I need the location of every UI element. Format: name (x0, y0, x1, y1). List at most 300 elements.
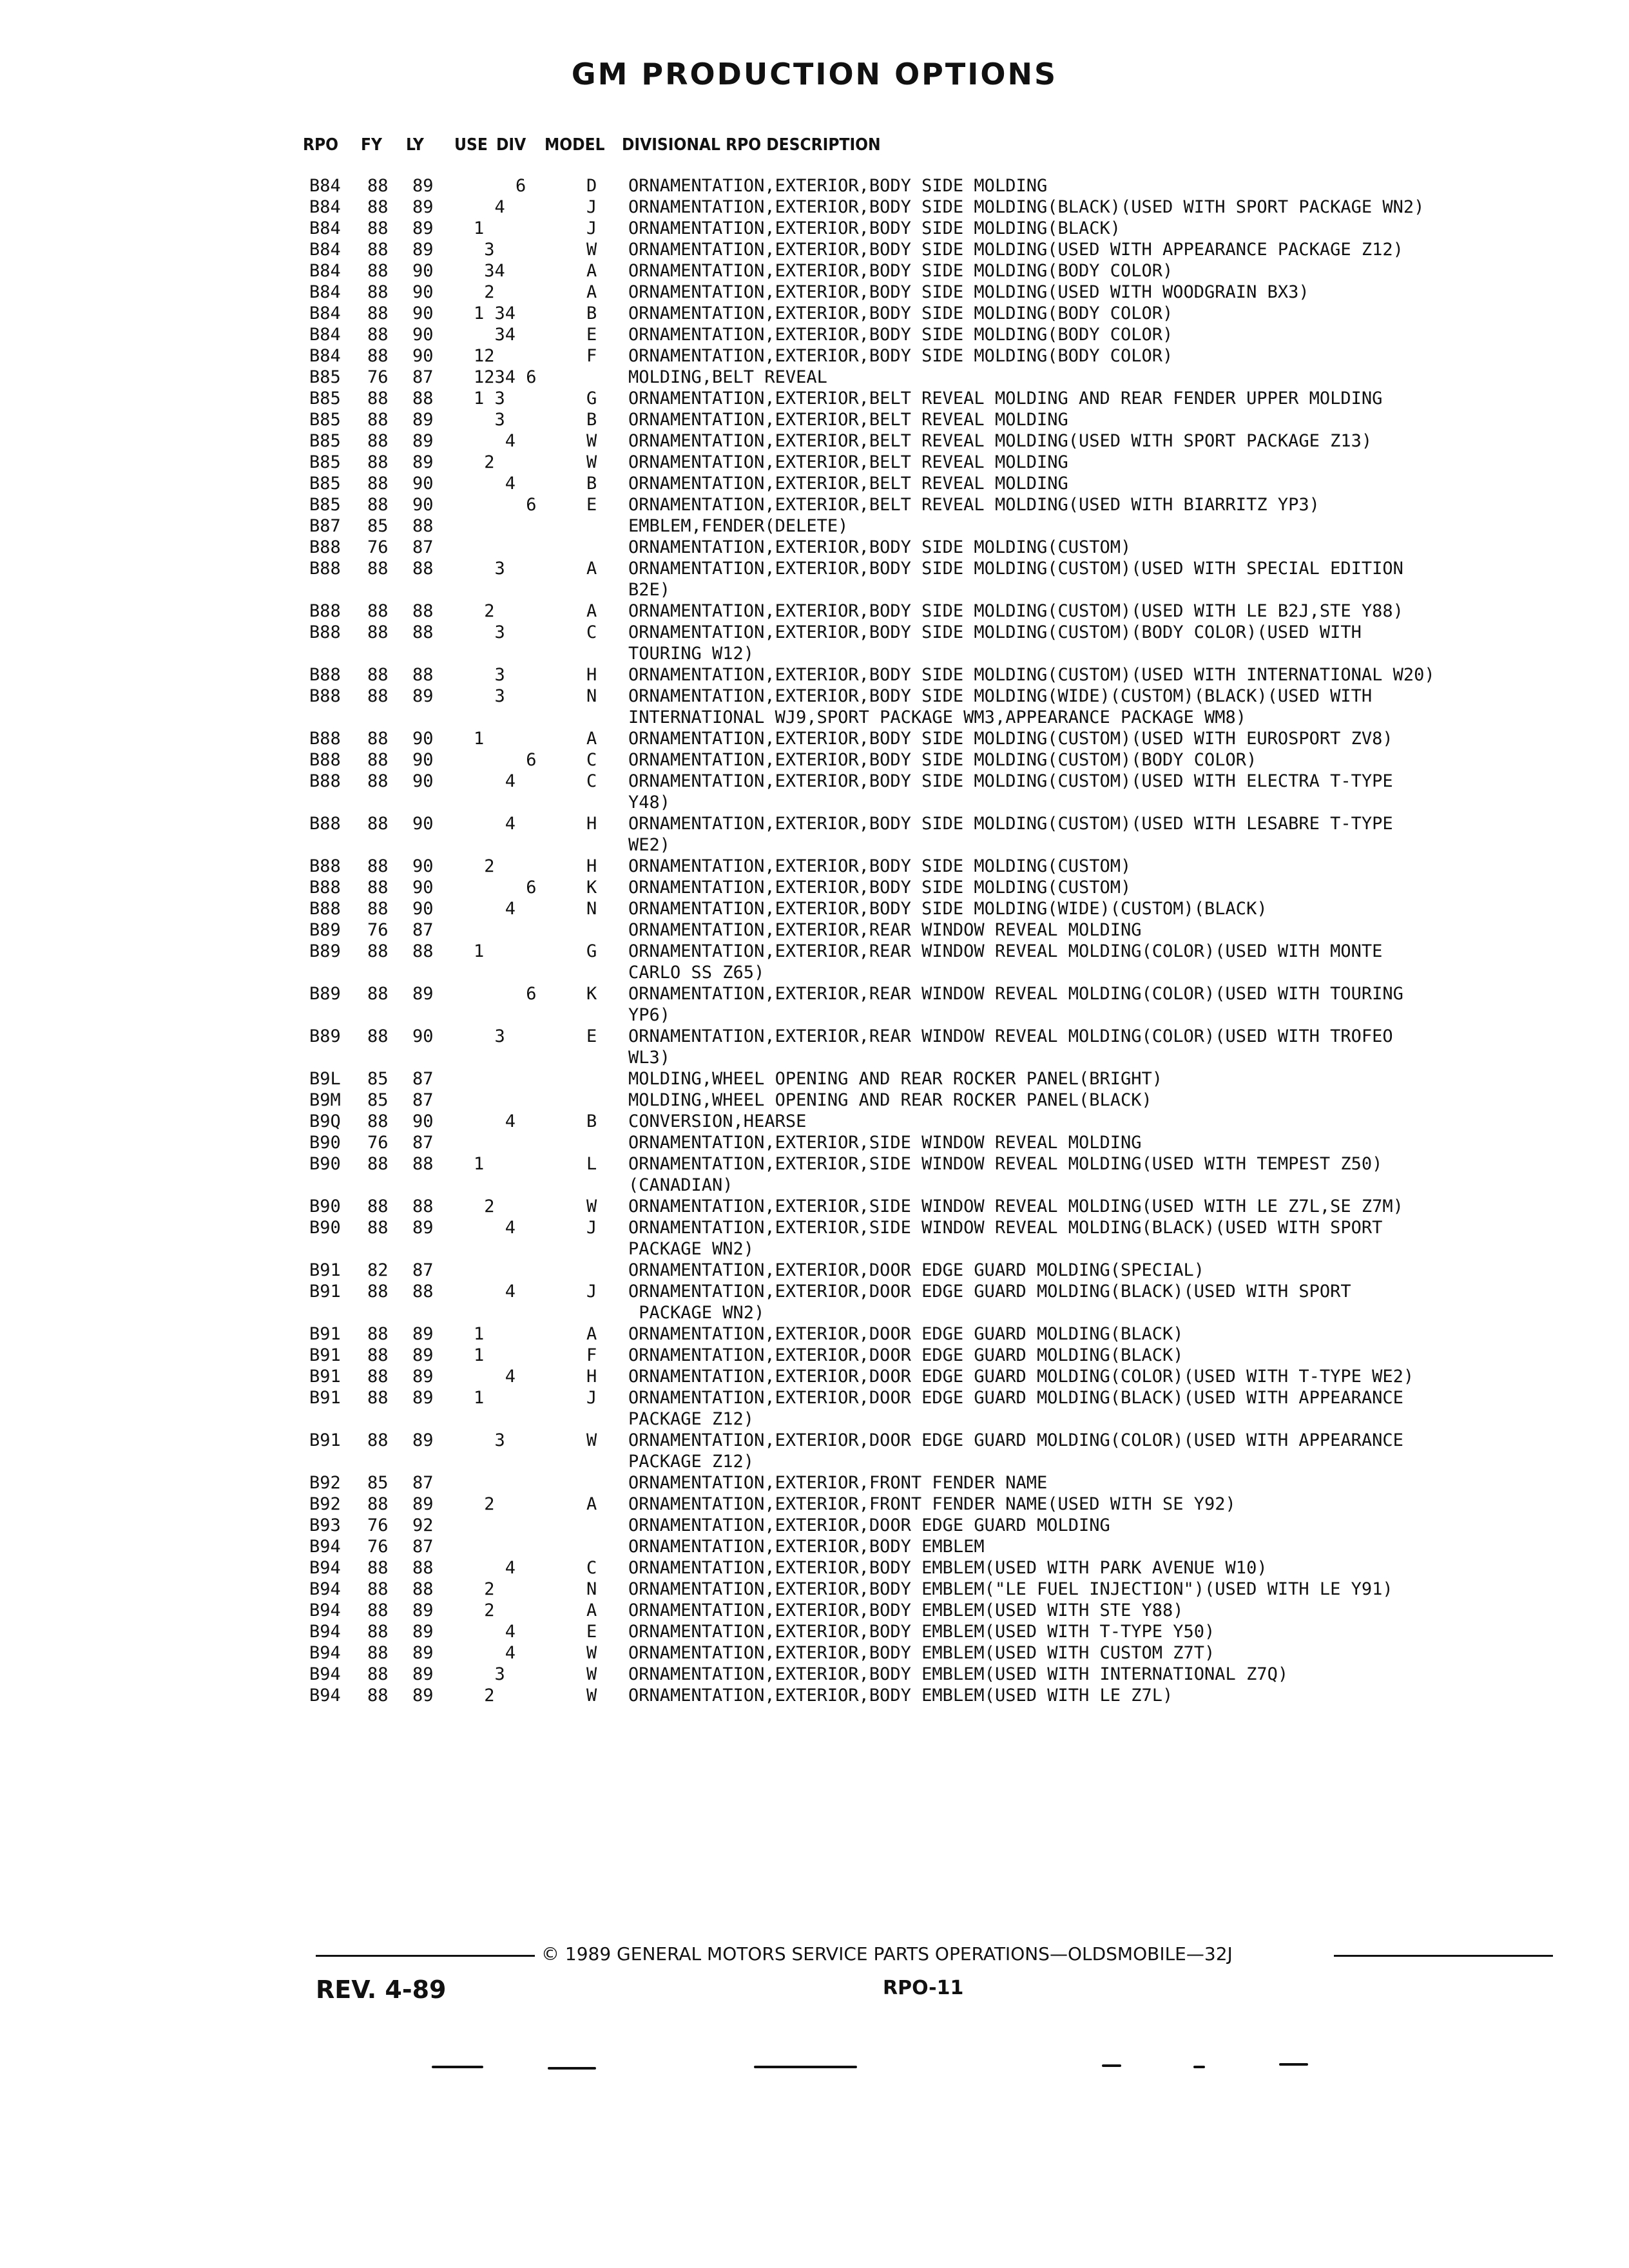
fy-cell: 88 (367, 1324, 389, 1344)
model-cell: W (586, 1664, 597, 1684)
description-cell: ORNAMENTATION,EXTERIOR,BODY SIDE MOLDING(CUSTOM)(BODY COLOR)(USED WITH (628, 622, 1362, 642)
model-cell: L (586, 1154, 597, 1174)
description-cell: ORNAMENTATION,EXTERIOR,BODY SIDE MOLDING(CUSTOM)(USED WITH LE B2J,STE Y88) (628, 601, 1403, 621)
description-cell: ORNAMENTATION,EXTERIOR,DOOR EDGE GUARD MOLDING(BLACK) (628, 1324, 1184, 1344)
ly-cell: 87 (412, 1090, 434, 1110)
table-row (309, 1642, 1572, 1664)
ly-cell: 90 (412, 346, 434, 366)
description-cell: ORNAMENTATION,EXTERIOR,DOOR EDGE GUARD MOLDING(COLOR)(USED WITH APPEARANCE (628, 1430, 1403, 1450)
header-description: DIVISIONAL RPO DESCRIPTION (622, 135, 881, 155)
rpo-cell: B85 (309, 452, 341, 472)
fy-cell: 88 (367, 1558, 389, 1578)
ly-cell: 89 (412, 1622, 434, 1642)
description-cell: ORNAMENTATION,EXTERIOR,BELT REVEAL MOLDING (628, 410, 1068, 430)
header-use: USE (454, 135, 488, 155)
model-cell: F (586, 1345, 597, 1365)
description-cell: ORNAMENTATION,EXTERIOR,BODY SIDE MOLDING(BODY COLOR) (628, 303, 1173, 323)
description-cell: MOLDING,WHEEL OPENING AND REAR ROCKER PANEL(BRIGHT) (628, 1069, 1163, 1089)
model-cell: N (586, 1579, 597, 1599)
ly-cell: 89 (412, 452, 434, 472)
rpo-cell: B88 (309, 878, 341, 898)
table-row (309, 749, 1572, 771)
table-row (309, 494, 1572, 515)
use-div-cell: 1 (474, 1324, 485, 1344)
description-cell: ORNAMENTATION,EXTERIOR,BODY EMBLEM(USED WITH STE Y88) (628, 1600, 1184, 1620)
rpo-cell: B85 (309, 495, 341, 515)
description-cell: ORNAMENTATION,EXTERIOR,BODY EMBLEM(USED WITH INTERNATIONAL Z7Q) (628, 1664, 1289, 1684)
rpo-cell: B94 (309, 1686, 341, 1706)
table-row (309, 303, 1572, 324)
ly-cell: 89 (412, 176, 434, 196)
ly-cell: 88 (412, 516, 434, 536)
model-cell: B (586, 410, 597, 430)
rpo-cell: B90 (309, 1218, 341, 1238)
use-div-cell: 1 (474, 729, 485, 749)
model-cell: C (586, 622, 597, 642)
rpo-cell: B84 (309, 261, 341, 281)
fy-cell: 82 (367, 1260, 389, 1280)
model-cell: J (586, 1218, 597, 1238)
fy-cell: 88 (367, 282, 389, 302)
description-cell: B2E) (628, 580, 671, 600)
header-fy: FY (361, 135, 382, 155)
use-div-cell: 3 (474, 665, 505, 685)
table-row (309, 1302, 1572, 1323)
table-row (309, 898, 1572, 919)
fy-cell: 88 (367, 346, 389, 366)
use-div-cell: 1 3 (474, 389, 505, 408)
description-cell: ORNAMENTATION,EXTERIOR,BELT REVEAL MOLDING (628, 474, 1068, 494)
model-cell: E (586, 1622, 597, 1642)
table-row (309, 1281, 1572, 1302)
fy-cell: 88 (367, 1579, 389, 1599)
rpo-cell: B91 (309, 1345, 341, 1365)
ly-cell: 87 (412, 1473, 434, 1493)
description-cell: ORNAMENTATION,EXTERIOR,BODY SIDE MOLDING(CUSTOM)(USED WITH SPECIAL EDITION (628, 559, 1403, 579)
model-cell: E (586, 1026, 597, 1046)
table-row (309, 877, 1572, 898)
footer-rule-left (316, 1955, 535, 1957)
fy-cell: 88 (367, 1494, 389, 1514)
description-cell: PACKAGE WN2) (628, 1303, 765, 1323)
table-row (309, 1196, 1572, 1217)
ly-cell: 88 (412, 1154, 434, 1174)
use-div-cell: 2 (474, 1494, 495, 1514)
description-cell: ORNAMENTATION,EXTERIOR,FRONT FENDER NAME(USED WITH SE Y92) (628, 1494, 1236, 1514)
description-cell: ORNAMENTATION,EXTERIOR,BODY EMBLEM(USED WITH CUSTOM Z7T) (628, 1643, 1215, 1663)
model-cell: A (586, 601, 597, 621)
rpo-cell: B84 (309, 346, 341, 366)
model-cell: W (586, 1643, 597, 1663)
fy-cell: 88 (367, 1111, 389, 1131)
ly-cell: 89 (412, 984, 434, 1004)
model-cell: W (586, 452, 597, 472)
model-cell: K (586, 984, 597, 1004)
use-div-cell: 4 (474, 1367, 516, 1387)
use-div-cell: 2 (474, 1579, 495, 1599)
table-row (309, 664, 1572, 686)
table-row (309, 622, 1572, 643)
description-cell: ORNAMENTATION,EXTERIOR,BODY SIDE MOLDING(CUSTOM)(USED WITH INTERNATIONAL W20) (628, 665, 1435, 685)
table-row (309, 1472, 1572, 1494)
fy-cell: 88 (367, 1388, 389, 1408)
ly-cell: 87 (412, 1537, 434, 1557)
description-cell: PACKAGE Z12) (628, 1409, 755, 1429)
ly-cell: 89 (412, 1218, 434, 1238)
table-row (309, 1685, 1572, 1706)
description-cell: ORNAMENTATION,EXTERIOR,BODY EMBLEM(USED WITH LE Z7L) (628, 1686, 1173, 1706)
rpo-cell: B88 (309, 537, 341, 557)
fy-cell: 88 (367, 1367, 389, 1387)
fy-cell: 88 (367, 984, 389, 1004)
model-cell: A (586, 1494, 597, 1514)
use-div-cell: 4 (474, 1643, 516, 1663)
table-row (309, 1664, 1572, 1685)
fy-cell: 76 (367, 1133, 389, 1153)
fy-cell: 76 (367, 537, 389, 557)
rpo-cell: B90 (309, 1133, 341, 1153)
description-cell: ORNAMENTATION,EXTERIOR,DOOR EDGE GUARD MOLDING (628, 1515, 1110, 1535)
rpo-cell: B89 (309, 1026, 341, 1046)
rpo-cell: B88 (309, 899, 341, 919)
rpo-cell: B93 (309, 1515, 341, 1535)
model-cell: W (586, 240, 597, 260)
fy-cell: 88 (367, 941, 389, 961)
fy-cell: 88 (367, 750, 389, 770)
description-cell: ORNAMENTATION,EXTERIOR,SIDE WINDOW REVEAL MOLDING(USED WITH TEMPEST Z50) (628, 1154, 1383, 1174)
model-cell: D (586, 176, 597, 196)
table-row (309, 962, 1572, 983)
description-cell: ORNAMENTATION,EXTERIOR,BODY SIDE MOLDING(BLACK) (628, 218, 1121, 238)
table-row (309, 409, 1572, 430)
use-div-cell: 3 (474, 240, 495, 260)
description-cell: WL3) (628, 1048, 671, 1068)
rpo-cell: B9Q (309, 1111, 341, 1131)
description-cell: Y48) (628, 793, 671, 812)
table-row (309, 707, 1572, 728)
description-cell: CONVERSION,HEARSE (628, 1111, 807, 1131)
fy-cell: 88 (367, 325, 389, 345)
scan-mark (432, 2066, 483, 2068)
description-cell: ORNAMENTATION,EXTERIOR,BODY SIDE MOLDING(WIDE)(CUSTOM)(BLACK)(USED WITH (628, 686, 1373, 706)
description-cell: PACKAGE Z12) (628, 1452, 755, 1472)
ly-cell: 90 (412, 325, 434, 345)
model-cell: E (586, 325, 597, 345)
rpo-cell: B91 (309, 1367, 341, 1387)
model-cell: C (586, 771, 597, 791)
fy-cell: 76 (367, 1537, 389, 1557)
description-cell: ORNAMENTATION,EXTERIOR,REAR WINDOW REVEAL MOLDING(COLOR)(USED WITH TOURING (628, 984, 1403, 1004)
rpo-cell: B91 (309, 1430, 341, 1450)
table-row (309, 1004, 1572, 1026)
rpo-cell: B94 (309, 1558, 341, 1578)
ly-cell: 87 (412, 1133, 434, 1153)
table-row (309, 1621, 1572, 1642)
model-cell: A (586, 1600, 597, 1620)
description-cell: ORNAMENTATION,EXTERIOR,DOOR EDGE GUARD MOLDING(BLACK)(USED WITH APPEARANCE (628, 1388, 1403, 1408)
fy-cell: 88 (367, 240, 389, 260)
model-cell: A (586, 282, 597, 302)
use-div-cell: 2 (474, 856, 495, 876)
description-cell: ORNAMENTATION,EXTERIOR,REAR WINDOW REVEAL MOLDING(COLOR)(USED WITH TROFEO (628, 1026, 1393, 1046)
description-cell: ORNAMENTATION,EXTERIOR,DOOR EDGE GUARD MOLDING(COLOR)(USED WITH T-TYPE WE2) (628, 1367, 1414, 1387)
scan-mark (754, 2066, 857, 2068)
rpo-cell: B89 (309, 920, 341, 940)
use-div-cell: 4 (474, 1111, 516, 1131)
rpo-cell: B85 (309, 367, 341, 387)
fy-cell: 88 (367, 1664, 389, 1684)
use-div-cell: 4 (474, 771, 516, 791)
rpo-cell: B91 (309, 1260, 341, 1280)
rpo-cell: B90 (309, 1196, 341, 1216)
header-div: DIV (496, 135, 526, 155)
table-row (309, 728, 1572, 749)
rpo-cell: B88 (309, 856, 341, 876)
table-row (309, 1451, 1572, 1472)
ly-cell: 88 (412, 601, 434, 621)
ly-cell: 89 (412, 240, 434, 260)
description-cell: ORNAMENTATION,EXTERIOR,BODY SIDE MOLDING(USED WITH APPEARANCE PACKAGE Z12) (628, 240, 1403, 260)
table-row (309, 537, 1572, 558)
table-row (309, 452, 1572, 473)
ly-cell: 88 (412, 559, 434, 579)
table-row (309, 1345, 1572, 1366)
ly-cell: 89 (412, 218, 434, 238)
model-cell: C (586, 1558, 597, 1578)
use-div-cell: 1 (474, 1154, 485, 1174)
model-cell: A (586, 261, 597, 281)
model-cell: N (586, 686, 597, 706)
ly-cell: 89 (412, 1324, 434, 1344)
use-div-cell: 1234 6 (474, 367, 537, 387)
table-row (309, 601, 1572, 622)
ly-cell: 88 (412, 665, 434, 685)
use-div-cell: 12 (474, 346, 495, 366)
description-cell: WE2) (628, 835, 671, 855)
fy-cell: 88 (367, 665, 389, 685)
ly-cell: 90 (412, 282, 434, 302)
model-cell: G (586, 389, 597, 408)
table-row (309, 1090, 1572, 1111)
table-row (309, 1430, 1572, 1451)
description-cell: ORNAMENTATION,EXTERIOR,BODY SIDE MOLDING(CUSTOM)(USED WITH EUROSPORT ZV8) (628, 729, 1393, 749)
description-cell: ORNAMENTATION,EXTERIOR,BODY SIDE MOLDING(CUSTOM)(USED WITH LESABRE T-TYPE (628, 814, 1393, 834)
use-div-cell: 3 (474, 559, 505, 579)
use-div-cell: 3 (474, 622, 505, 642)
ly-cell: 90 (412, 814, 434, 834)
rpo-cell: B85 (309, 431, 341, 451)
rpo-cell: B94 (309, 1664, 341, 1684)
fy-cell: 88 (367, 261, 389, 281)
rpo-cell: B84 (309, 218, 341, 238)
description-cell: INTERNATIONAL WJ9,SPORT PACKAGE WM3,APPEARANCE PACKAGE WM8) (628, 707, 1247, 727)
description-cell: ORNAMENTATION,EXTERIOR,FRONT FENDER NAME (628, 1473, 1048, 1493)
description-cell: ORNAMENTATION,EXTERIOR,BODY EMBLEM("LE FUEL INJECTION")(USED WITH LE Y91) (628, 1579, 1393, 1599)
use-div-cell: 6 (474, 495, 537, 515)
fy-cell: 88 (367, 622, 389, 642)
description-cell: ORNAMENTATION,EXTERIOR,BELT REVEAL MOLDING(USED WITH BIARRITZ YP3) (628, 495, 1320, 515)
table-row (309, 941, 1572, 962)
ly-cell: 89 (412, 410, 434, 430)
fy-cell: 88 (367, 431, 389, 451)
description-cell: ORNAMENTATION,EXTERIOR,REAR WINDOW REVEAL MOLDING (628, 920, 1142, 940)
table-row (309, 197, 1572, 218)
table-row (309, 919, 1572, 941)
description-cell: ORNAMENTATION,EXTERIOR,BODY EMBLEM(USED WITH T-TYPE Y50) (628, 1622, 1215, 1642)
rpo-cell: B88 (309, 559, 341, 579)
ly-cell: 87 (412, 367, 434, 387)
use-div-cell: 2 (474, 1196, 495, 1216)
ly-cell: 88 (412, 1282, 434, 1302)
description-cell: ORNAMENTATION,EXTERIOR,BODY SIDE MOLDING(BODY COLOR) (628, 261, 1173, 281)
ly-cell: 90 (412, 856, 434, 876)
use-div-cell: 3 (474, 686, 505, 706)
description-cell: ORNAMENTATION,EXTERIOR,BODY SIDE MOLDING(WIDE)(CUSTOM)(BLACK) (628, 899, 1268, 919)
fy-cell: 88 (367, 601, 389, 621)
fy-cell: 85 (367, 1090, 389, 1110)
model-cell: G (586, 941, 597, 961)
rpo-cell: B94 (309, 1537, 341, 1557)
table-row (309, 1579, 1572, 1600)
description-cell: ORNAMENTATION,EXTERIOR,REAR WINDOW REVEAL MOLDING(COLOR)(USED WITH MONTE (628, 941, 1383, 961)
table-row (309, 345, 1572, 367)
fy-cell: 88 (367, 1282, 389, 1302)
description-cell: ORNAMENTATION,EXTERIOR,BODY SIDE MOLDING(BLACK)(USED WITH SPORT PACKAGE WN2) (628, 197, 1425, 217)
model-cell: J (586, 1282, 597, 1302)
description-cell: YP6) (628, 1005, 671, 1025)
table-row (309, 1217, 1572, 1238)
use-div-cell: 1 (474, 941, 485, 961)
use-div-cell: 2 (474, 452, 495, 472)
ly-cell: 90 (412, 1111, 434, 1131)
ly-cell: 92 (412, 1515, 434, 1535)
use-div-cell: 4 (474, 1622, 516, 1642)
copyright-notice: © 1989 GENERAL MOTORS SERVICE PARTS OPERATIONS—OLDSMOBILE—32J (541, 1943, 1233, 1965)
ly-cell: 88 (412, 389, 434, 408)
description-cell: ORNAMENTATION,EXTERIOR,DOOR EDGE GUARD MOLDING(SPECIAL) (628, 1260, 1205, 1280)
ly-cell: 88 (412, 1558, 434, 1578)
description-cell: ORNAMENTATION,EXTERIOR,BODY SIDE MOLDING(CUSTOM)(USED WITH ELECTRA T-TYPE (628, 771, 1393, 791)
description-cell: ORNAMENTATION,EXTERIOR,BODY SIDE MOLDING(CUSTOM) (628, 856, 1132, 876)
use-div-cell: 2 (474, 1600, 495, 1620)
rpo-cell: B85 (309, 389, 341, 408)
table-row (309, 1536, 1572, 1557)
model-cell: H (586, 1367, 597, 1387)
description-cell: ORNAMENTATION,EXTERIOR,BODY SIDE MOLDING (628, 176, 1048, 196)
ly-cell: 89 (412, 431, 434, 451)
use-div-cell: 1 (474, 218, 485, 238)
table-row (309, 1111, 1572, 1132)
rpo-cell: B91 (309, 1282, 341, 1302)
fy-cell: 88 (367, 389, 389, 408)
table-row (309, 1153, 1572, 1175)
fy-cell: 88 (367, 176, 389, 196)
model-cell: W (586, 1196, 597, 1216)
page-number: RPO-11 (883, 1977, 964, 1999)
fy-cell: 88 (367, 1600, 389, 1620)
use-div-cell: 4 (474, 197, 505, 217)
table-row (309, 856, 1572, 877)
header-ly: LY (406, 135, 424, 155)
description-cell: ORNAMENTATION,EXTERIOR,BODY SIDE MOLDING(CUSTOM)(BODY COLOR) (628, 750, 1257, 770)
ly-cell: 88 (412, 1579, 434, 1599)
description-cell: MOLDING,WHEEL OPENING AND REAR ROCKER PANEL(BLACK) (628, 1090, 1152, 1110)
model-cell: C (586, 750, 597, 770)
header-rpo: RPO (303, 135, 339, 155)
description-cell: ORNAMENTATION,EXTERIOR,BELT REVEAL MOLDING AND REAR FENDER UPPER MOLDING (628, 389, 1383, 408)
rpo-cell: B94 (309, 1579, 341, 1599)
rpo-cell: B9M (309, 1090, 341, 1110)
description-cell: EMBLEM,FENDER(DELETE) (628, 516, 849, 536)
rpo-cell: B88 (309, 686, 341, 706)
rpo-cell: B84 (309, 325, 341, 345)
use-div-cell: 4 (474, 814, 516, 834)
rpo-cell: B91 (309, 1324, 341, 1344)
fy-cell: 85 (367, 1473, 389, 1493)
model-cell: B (586, 1111, 597, 1131)
table-row (309, 834, 1572, 856)
fy-cell: 88 (367, 495, 389, 515)
options-table (309, 175, 1572, 1706)
table-row (309, 1260, 1572, 1281)
scan-mark (1193, 2066, 1205, 2068)
table-row (309, 1175, 1572, 1196)
footer-rule-right (1334, 1955, 1553, 1957)
use-div-cell: 2 (474, 282, 495, 302)
ly-cell: 89 (412, 1686, 434, 1706)
fy-cell: 76 (367, 920, 389, 940)
description-cell: ORNAMENTATION,EXTERIOR,SIDE WINDOW REVEAL MOLDING(USED WITH LE Z7L,SE Z7M) (628, 1196, 1403, 1216)
rpo-cell: B92 (309, 1494, 341, 1514)
scan-mark (548, 2067, 596, 2070)
use-div-cell: 1 34 (474, 303, 516, 323)
rpo-cell: B89 (309, 984, 341, 1004)
ly-cell: 89 (412, 1345, 434, 1365)
model-cell: E (586, 495, 597, 515)
table-row (309, 324, 1572, 345)
ly-cell: 88 (412, 1196, 434, 1216)
rpo-cell: B91 (309, 1388, 341, 1408)
description-cell: ORNAMENTATION,EXTERIOR,BODY SIDE MOLDING(BODY COLOR) (628, 346, 1173, 366)
ly-cell: 89 (412, 197, 434, 217)
rpo-cell: B84 (309, 176, 341, 196)
table-row (309, 686, 1572, 707)
description-cell: ORNAMENTATION,EXTERIOR,DOOR EDGE GUARD MOLDING(BLACK) (628, 1345, 1184, 1365)
use-div-cell: 1 (474, 1345, 485, 1365)
table-row (309, 1238, 1572, 1260)
table-row (309, 1494, 1572, 1515)
description-cell: ORNAMENTATION,EXTERIOR,SIDE WINDOW REVEAL MOLDING (628, 1133, 1142, 1153)
table-row (309, 1068, 1572, 1090)
model-cell: W (586, 1686, 597, 1706)
ly-cell: 90 (412, 771, 434, 791)
use-div-cell: 1 (474, 1388, 485, 1408)
table-row (309, 771, 1572, 792)
description-cell: ORNAMENTATION,EXTERIOR,BODY EMBLEM (628, 1537, 985, 1557)
fy-cell: 88 (367, 899, 389, 919)
description-cell: ORNAMENTATION,EXTERIOR,SIDE WINDOW REVEAL MOLDING(BLACK)(USED WITH SPORT (628, 1218, 1383, 1238)
fy-cell: 88 (367, 474, 389, 494)
model-cell: H (586, 814, 597, 834)
fy-cell: 88 (367, 771, 389, 791)
description-cell: ORNAMENTATION,EXTERIOR,BELT REVEAL MOLDING (628, 452, 1068, 472)
page-title: GM PRODUCTION OPTIONS (571, 57, 1058, 91)
use-div-cell: 3 (474, 1664, 505, 1684)
rpo-cell: B88 (309, 622, 341, 642)
scan-mark (1279, 2063, 1308, 2066)
fy-cell: 85 (367, 1069, 389, 1089)
fy-cell: 88 (367, 856, 389, 876)
